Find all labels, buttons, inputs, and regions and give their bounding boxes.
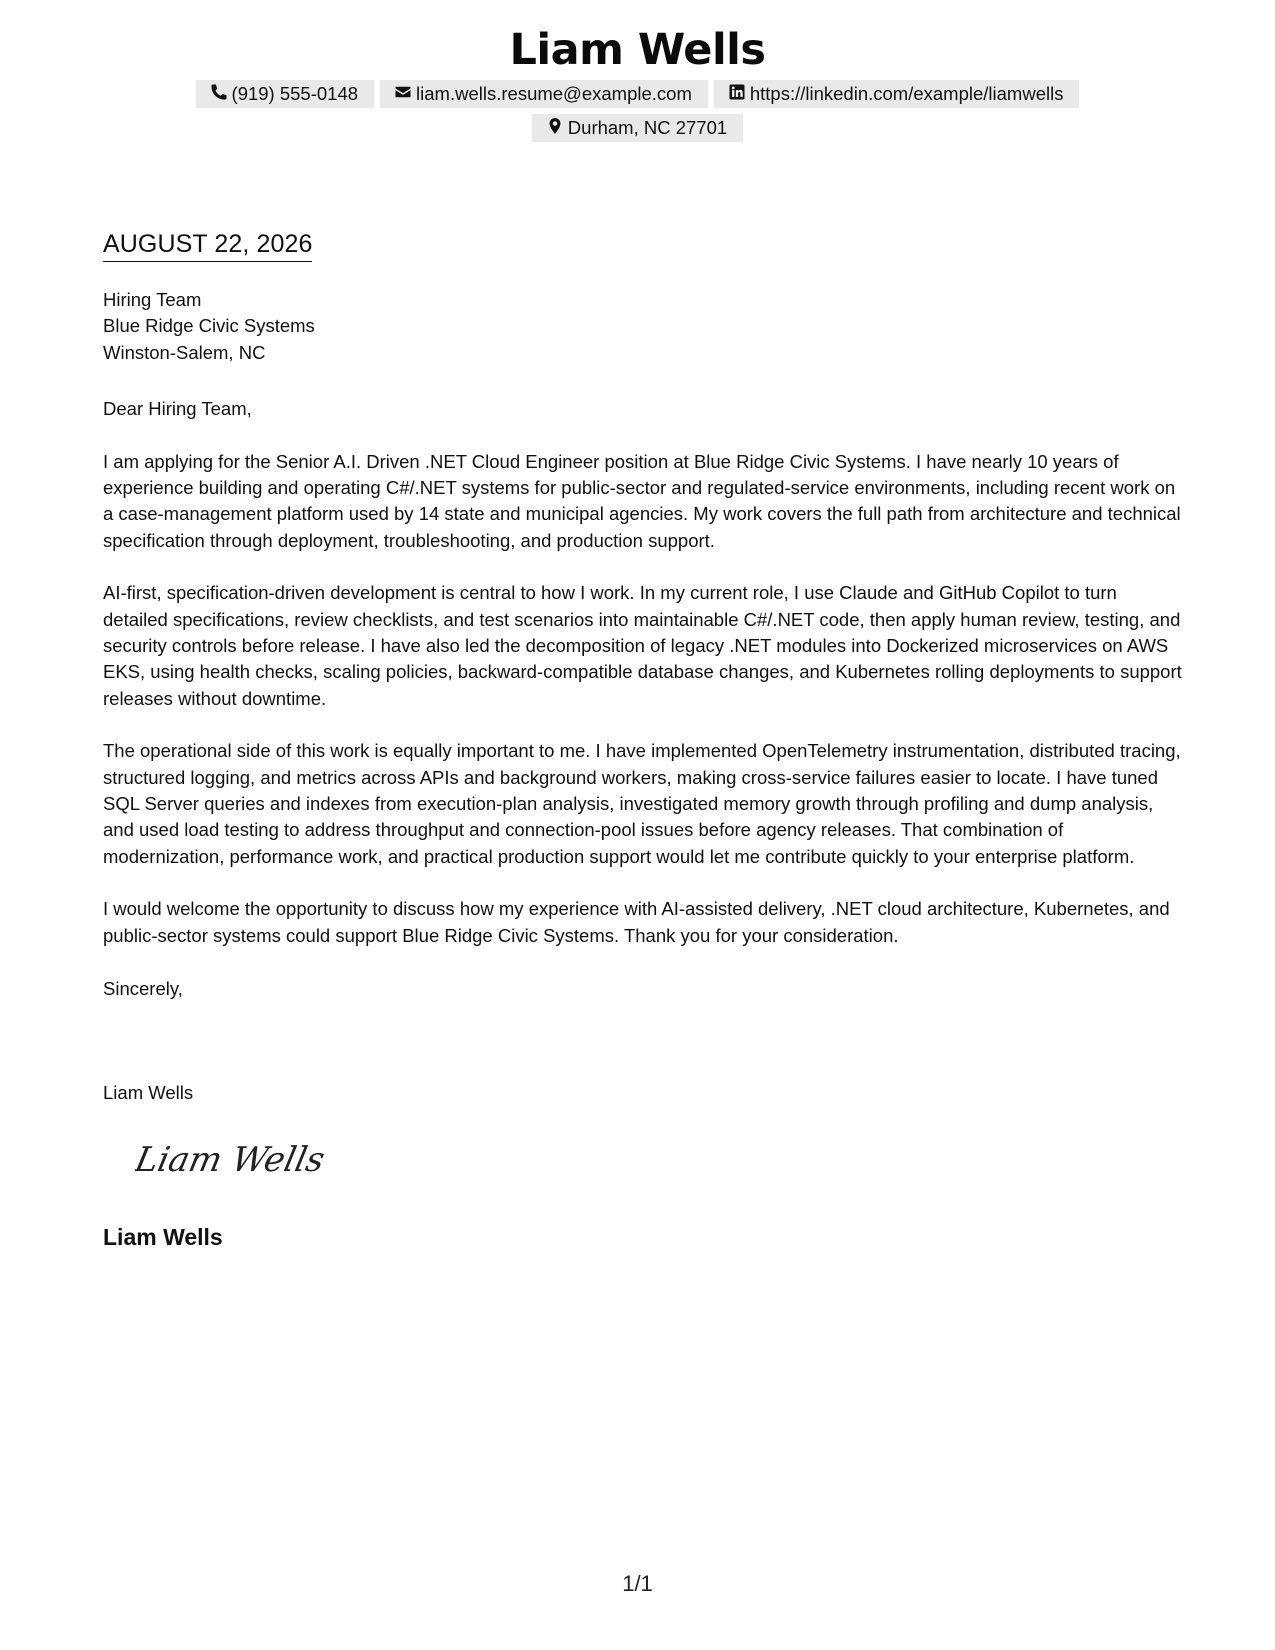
closing: Sincerely,	[103, 977, 183, 999]
letter-date: AUGUST 22, 2026	[103, 228, 312, 262]
signature-text: Liam Wells	[135, 1140, 329, 1180]
body-paragraph: The operational side of this work is equally important to me. I have implemented OpenTelemetry instrumentation, distributed tracing, structured logging, and metrics across APIs and background workers, making cross-service failures easier to locate. I have tuned SQL Server queries and indexes from execution-plan analysis, investigated memory growth through profiling and dump analysis, and used load testing to address throughput and connection-pool issues before agency releases. That combination of modernization, performance work, and practical production support would let me contribute quickly to your enterprise platform.	[103, 740, 1181, 867]
contact-phone-text: (919) 555-0148	[231, 83, 359, 104]
contact-location	[532, 114, 743, 142]
signature-block-name: Liam Wells	[103, 1224, 223, 1250]
applicant-name: Liam Wells	[509, 25, 766, 75]
envelope-icon	[394, 83, 412, 106]
page-number: 1/1	[622, 1571, 653, 1596]
body-paragraph: I would welcome the opportunity to discuss how my experience with AI-assisted delivery, .NET cloud architecture, Kubernetes, and public-sector systems could support Blue Ridge Civic Systems. Thank you for your consideration.	[103, 898, 1170, 946]
contact-location-text: Durham, NC 27701	[567, 117, 728, 138]
letter-header	[0, 22, 1275, 142]
recipient-line: Hiring Team	[103, 289, 202, 310]
body-paragraph: AI-first, specification-driven development is central to how I work. In my current role, I use Claude and GitHub Copilot to turn detailed specifications, review checklists, and test scenarios into maintainable C#/.NET code, then apply human review, testing, and security controls before release. I have also led the decomposition of legacy .NET modules into Dockerized microservices on AWS EKS, using health checks, scaling policies, backward-compatible database changes, and Kubernetes rolling deployments to support releases without downtime.	[103, 582, 1182, 709]
recipient-line: Winston-Salem, NC	[103, 341, 266, 363]
handwritten-signature	[135, 1135, 335, 1185]
phone-icon	[210, 83, 228, 106]
contact-linkedin	[714, 80, 1080, 108]
typed-name: Liam Wells	[103, 1082, 194, 1103]
contact-row-primary	[0, 80, 1275, 108]
recipient-line: Blue Ridge Civic Systems	[103, 315, 315, 337]
contact-linkedin-text: https://linkedin.com/example/liamwells	[749, 83, 1064, 104]
contact-phone	[196, 80, 375, 108]
body-paragraph: I am applying for the Senior A.I. Driven .NET Cloud Engineer position at Blue Ridge Civic Systems. I have nearly 10 years of experience building and operating C#/.NET systems for public-sector and regulated-service environments, including recent work on a case-management platform used by 14 state and municipal agencies. My work covers the full path from architecture and technical specification through deployment, troubleshooting, and production support.	[103, 450, 1181, 551]
recipient-block	[103, 287, 315, 366]
letter-body	[103, 396, 1183, 1028]
contact-email-text: liam.wells.resume@example.com	[416, 83, 692, 104]
contact-row-secondary	[0, 114, 1275, 142]
map-pin-icon	[546, 117, 564, 140]
linkedin-icon	[728, 83, 746, 106]
contact-email	[380, 80, 708, 108]
salutation: Dear Hiring Team,	[103, 398, 252, 419]
